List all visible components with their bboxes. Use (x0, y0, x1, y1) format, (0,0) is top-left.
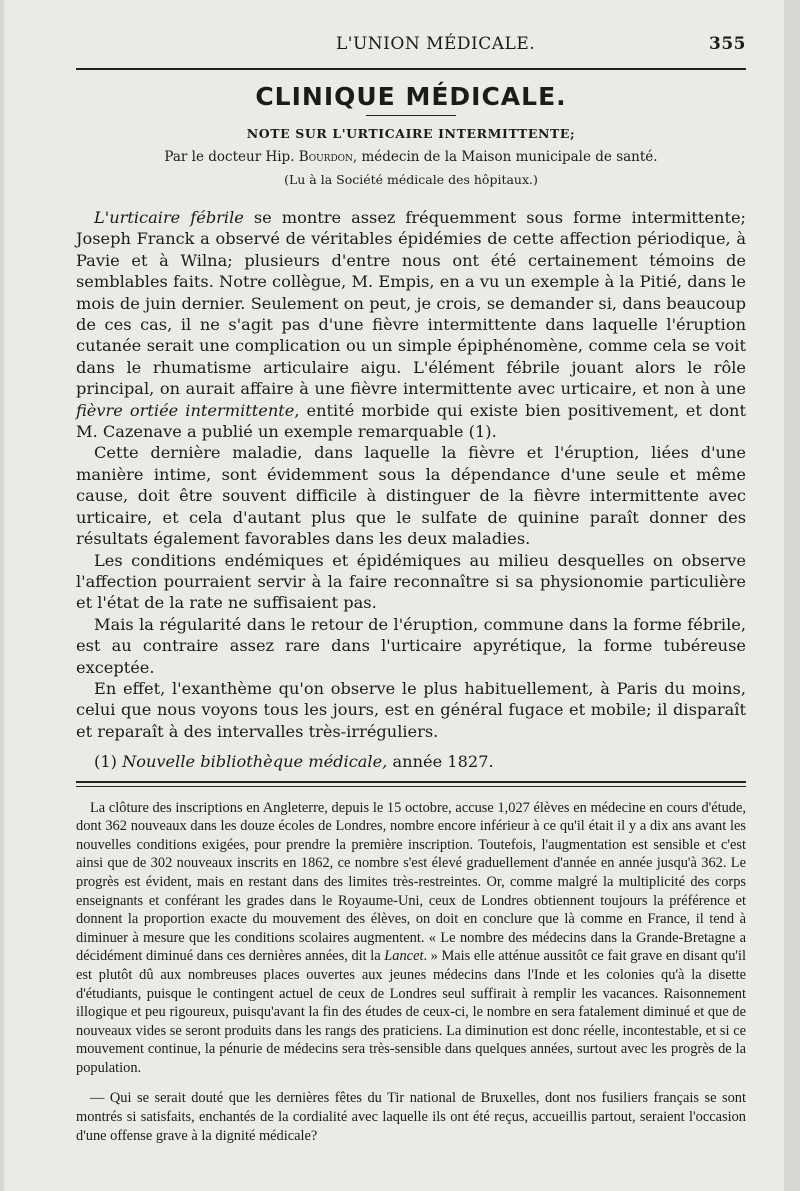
header-rule (76, 68, 746, 70)
paragraph-3: Les conditions endémiques et épidémiques au milieu desquelles on observe l'affection pourraient servir à la faire reconnaître si sa physionomie particulière et l'état de la rate ne suffisaient pas. (76, 550, 746, 613)
news-item-1-end: . » Mais elle atténue aussitôt ce fait grave en disant qu'il est plutôt dû aux nombreuses places ouvertes aux jeunes médecins dans l'Inde et les colonies qu'à la disette d'étudiants, puisque le contingent actuel de ceux de Londres seul suffirait à remplir les vacances. Raisonnement illogique et peu rigoureux, puisqu'avant la fin des études de ceux-ci, le nombre en sera fatalement diminué et que de nouveaux vides se seront produits dans les rangs des praticiens. La diminution est donc réelle, incontestable, et si ce mouvement continue, la pénurie de médecins sera très-sensible dans quelques années, surtout avec les progrès de la population. (76, 948, 746, 1076)
paragraph-5: En effet, l'exanthème qu'on observe le plus habituellement, à Paris du moins, celui que nous voyons tous les jours, est en général fugace et mobile; il disparaît et reparaît à des intervalles très-irréguliers. (76, 678, 746, 741)
news-item-2: — Qui se serait douté que les dernières fêtes du Tir national de Bruxelles, dont nos fusiliers français se sont montrés si satisfaits, enchantés de la cordialité avec laquelle ils ont été reçus, accueillis partout, seraient l'occasion d'une offense grave à la dignité médicale? (76, 1090, 746, 1144)
news-item-1 (76, 799, 746, 1078)
footnote-title: Nouvelle bibliothèque médicale, (122, 752, 388, 772)
byline (76, 149, 746, 165)
section-divider (76, 781, 746, 787)
footnote-text: année 1827. (387, 752, 494, 772)
footnote-marker: (1) (94, 752, 123, 772)
paragraph-4: Mais la régularité dans le retour de l'éruption, commune dans la forme fébrile, est au contraire assez rare dans l'urticaire apyrétique, la forme tubéreuse exceptée. (76, 614, 746, 677)
italic-term: fièvre ortiée intermittente (76, 400, 295, 420)
journal-reference: Lancet (384, 948, 424, 965)
footnote (76, 751, 746, 772)
paragraph-2: Cette dernière maladie, dans laquelle la fièvre et l'éruption, liées d'une manière intime, sont évidemment sous la dépendance d'une seule et même cause, doit être souvent difficile à distinguer de la fièvre intermittente avec urticaire, et cela d'autant plus que le sulfate de quinine paraît donner des résultats également favorables dans les deux maladies. (76, 443, 746, 549)
author-name: Bourdon (298, 149, 353, 165)
paragraph-1 (76, 207, 746, 442)
running-header (76, 34, 746, 54)
byline-suffix: , médecin de la Maison municipale de santé. (352, 149, 658, 165)
news-item-1-text: La clôture des inscriptions en Angleterre, depuis le 15 octobre, accuse 1,027 élèves en médecine en cours d'étude, dont 362 nouveaux dans les douze écoles de Londres, nombre encore inférieur à ce qu'il était il y a dix ans avant les nouvelles conditions exigées, pour prendre la première inscription. Toutefois, l'augmentation est sensible et c'est ainsi que de 302 nouveaux inscrits en 1862, ce nombre s'est élevé graduellement d'année en année jusqu'à 362. Le progrès est évident, mais en restant dans des limites très-restreintes. Or, comme malgré la multiplicité des corps enseignants et conférant les grades dans le Royaume-Uni, ceux de Londres obtiennent toujours la préférence et donnent la proportion exacte du mouvement des élèves, on doit en conclure que là comme en France, il tend à diminuer à mesure que les conditions scolaires augmentent. « Le nombre des médecins dans la Grande-Bretagne a décidément diminué dans ces dernières années, dit la (76, 799, 746, 965)
document-page (4, 0, 784, 1191)
journal-title: L'UNION MÉDICALE. (336, 34, 536, 54)
page-number: 355 (709, 34, 746, 54)
byline-prefix: Par le docteur Hip. (164, 149, 295, 165)
source-note: (Lu à la Société médicale des hôpitaux.) (284, 172, 538, 187)
paragraph-1-end: , entité morbide qui existe bien positivement, et dont M. Cazenave a publié un exemple remarquable (1). (76, 400, 746, 442)
italic-term: L'urticaire fébrile (94, 208, 244, 227)
section-heading: CLINIQUE MÉDICALE. (255, 82, 567, 111)
news-section (76, 799, 746, 1146)
heading-rule (366, 115, 456, 116)
article-body (76, 207, 746, 773)
paragraph-1-text: se montre assez fréquemment sous forme intermittente; Joseph Franck a observé de véritables épidémies de cette affection périodique, à Pavie et à Wilna; plusieurs d'entre nous ont été certainement témoins de semblables faits. Notre collègue, M. Empis, en a vu un exemple à la Pitié, dans le mois de juin dernier. Seulement on peut, je crois, se demander si, dans beaucoup de ces cas, il ne s'agit pas d'une fièvre intermittente dans laquelle l'éruption cutanée serait une complication ou un simple épiphénomène, comme cela se voit dans le rhumatisme articulaire aigu. L'élément fébrile jouant alors le rôle principal, on aurait affaire à une fièvre intermittente avec urticaire, et non à une (76, 208, 746, 399)
article-title: NOTE SUR L'URTICAIRE INTERMITTENTE; (246, 126, 576, 141)
